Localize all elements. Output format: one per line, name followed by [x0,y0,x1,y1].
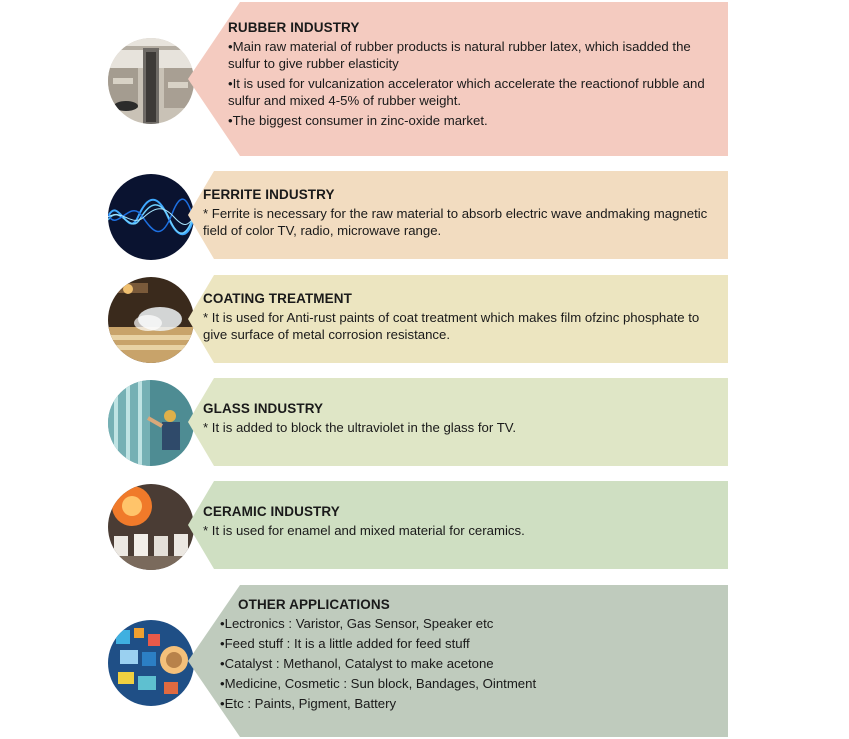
electronics-collage-photo [108,620,194,706]
other-line-5: •Etc : Paints, Pigment, Battery [220,696,397,711]
other-line-4: •Medicine, Cosmetic : Sun block, Bandages, Ointment [220,676,537,691]
glass-line-1: * It is added to block the ultraviolet in the glass for TV. [203,420,517,435]
rubber-line-3: •The biggest consumer in zinc-oxide market. [228,113,488,128]
other-applications-panel [188,585,728,737]
ferrite-line-1: * Ferrite is necessary for the raw material to absorb electric wave andmaking magnetic field of color TV, radio, microwave range. [203,206,708,238]
ferrite-title: FERRITE INDUSTRY [203,187,335,202]
spray-coating-photo [108,277,194,363]
other-line-3: •Catalyst : Methanol, Catalyst to make acetone [220,656,494,671]
glass-worker-photo [108,380,194,466]
glass-title: GLASS INDUSTRY [203,401,324,416]
rubber-line-2: •It is used for vulcanization accelerator which accelerate the reactionof rubble and sulfur and mixed 4-5% of rubber weight. [228,76,705,108]
ceramic-title: CERAMIC INDUSTRY [203,504,340,519]
ceramic-line-1: * It is used for enamel and mixed material for ceramics. [203,523,525,538]
electric-wave-photo [108,174,194,260]
coating-line-1: * It is used for Anti-rust paints of coat treatment which makes film ofzinc phosphate to give surface of metal corrosion resistance. [203,310,700,342]
rubber-title: RUBBER INDUSTRY [228,20,360,35]
ceramic-kiln-photo [108,484,194,570]
glass-industry-panel [188,378,728,466]
ceramic-industry-panel [188,481,728,569]
other-title: OTHER APPLICATIONS [238,597,390,612]
other-line-2: •Feed stuff : It is a little added for feed stuff [220,636,470,651]
ferrite-industry-panel [188,171,728,259]
rubber-factory-photo [108,38,194,124]
coating-title: COATING TREATMENT [203,291,352,306]
coating-treatment-panel [188,275,728,363]
other-line-1: •Lectronics : Varistor, Gas Sensor, Speaker etc [220,616,494,631]
rubber-line-1: •Main raw material of rubber products is natural rubber latex, which isadded the sulfur to give rubber elasticity [228,39,691,71]
rubber-industry-panel [188,2,728,156]
